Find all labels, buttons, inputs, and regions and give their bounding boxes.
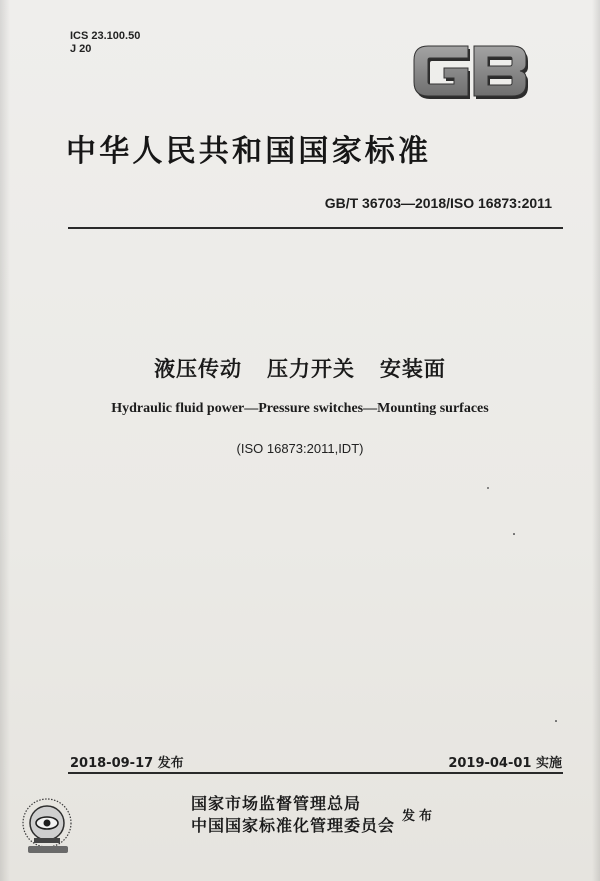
issuing-authorities xyxy=(191,793,395,837)
issuer-sac: 中国国家标准化管理委员会 xyxy=(191,816,396,835)
scan-speck xyxy=(487,487,489,489)
title-chinese: 液压传动 压力开关 安装面 xyxy=(154,357,446,381)
ccs-code: J 20 xyxy=(70,43,92,55)
header-divider xyxy=(68,227,563,229)
gb-standard-logo-icon xyxy=(408,38,532,102)
standard-category-title: 中华人民共和国国家标准 xyxy=(66,134,432,169)
publish-label: 发布 xyxy=(402,809,437,824)
effective-date: 2019-04-01 实施 xyxy=(448,756,562,771)
classification-codes xyxy=(70,30,140,56)
standard-number: GB/T 36703—2018/ISO 16873:2011 xyxy=(324,195,552,211)
footer-divider xyxy=(68,772,563,774)
issuer-samr: 国家市场监督管理总局 xyxy=(191,794,362,813)
title-english: Hydraulic fluid power—Pressure switches—Mounting surfaces xyxy=(111,401,489,416)
ics-code: ICS 23.100.50 xyxy=(70,30,141,42)
issue-date: 2018-09-17 发布 xyxy=(70,756,184,771)
anti-counterfeit-seal-icon xyxy=(18,796,76,858)
iso-equivalence: (ISO 16873:2011,IDT) xyxy=(236,441,364,456)
scan-speck xyxy=(555,720,557,722)
scan-speck xyxy=(513,533,515,535)
